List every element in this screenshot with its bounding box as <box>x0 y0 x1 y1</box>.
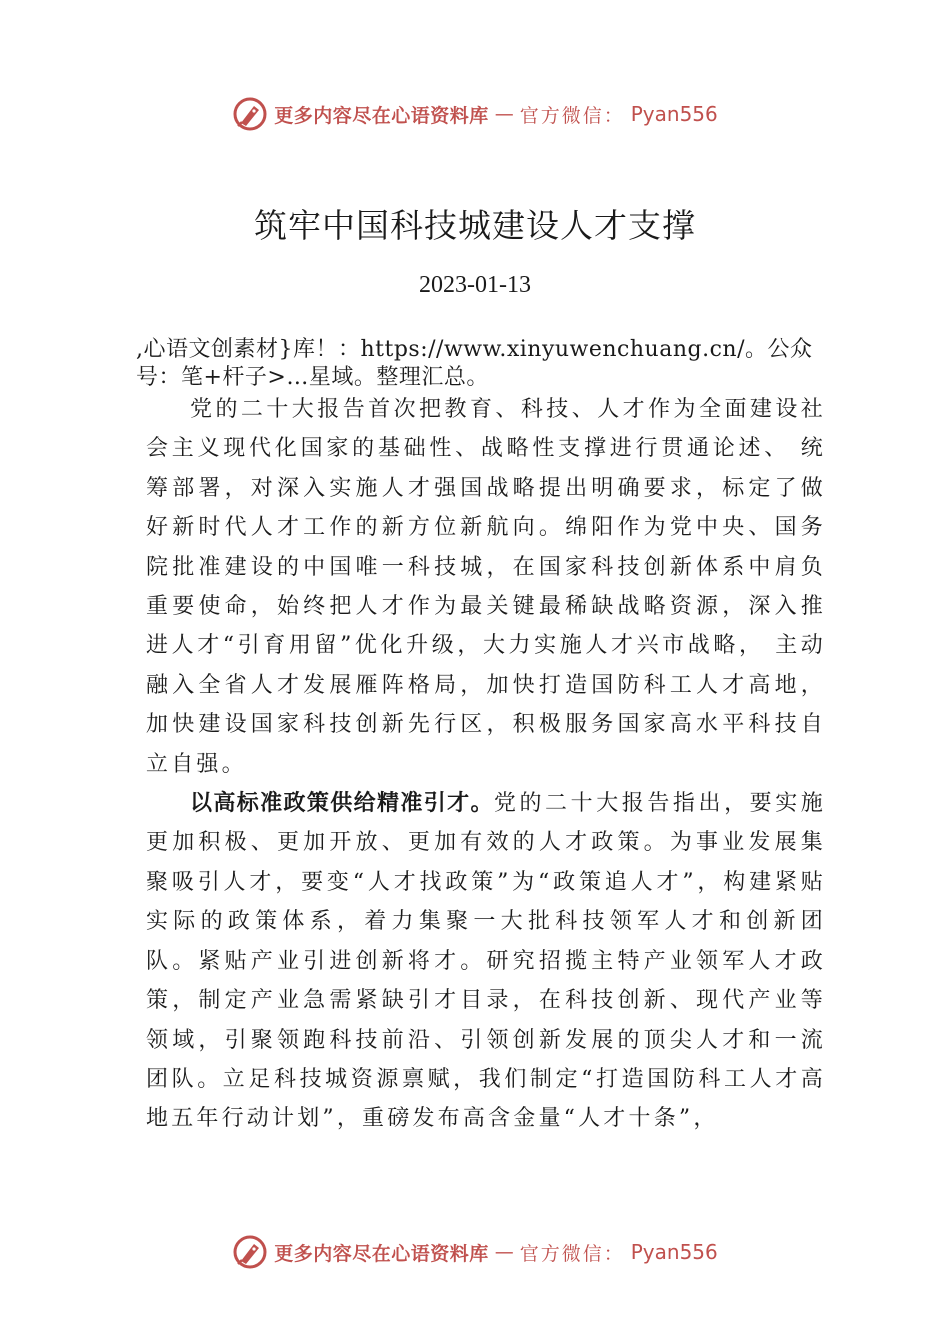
footer-watermark-banner <box>0 1232 950 1272</box>
article-title: 筑牢中国科技城建设人才支撑 <box>254 206 696 245</box>
banner-wechat-id: Pyan556 <box>630 1240 718 1264</box>
pen-nib-logo-icon <box>232 96 268 132</box>
banner-text: 更多内容尽在心语资料库 <box>274 1242 489 1265</box>
banner-text: 更多内容尽在心语资料库 <box>274 104 489 127</box>
banner-wechat-label: 官方微信： <box>519 1242 625 1265</box>
pen-nib-logo-icon <box>232 1234 268 1270</box>
article-date: 2023-01-13 <box>419 272 531 298</box>
banner-separator: — <box>494 103 514 125</box>
banner-wechat-id: Pyan556 <box>630 102 718 126</box>
header-watermark-banner <box>0 94 950 134</box>
banner-wechat-label: 官方微信： <box>519 104 625 127</box>
paragraph-policy <box>146 784 826 1139</box>
paragraph-policy-text: 党的二十大报告指出，要实施更加积极、更加开放、更加有效的人才政策。为事业发展集聚吸引人才，要变“人才找政策”为“政策追人才”，构建紧贴实际的政策体系，着力集聚一大批科技领军人才和创新团队。紧贴产业引进创新将才。研究招揽主特产业领军人才政策，制定产业急需紧缺引才目录，在科技创新、现代产业等领域，引聚领跑科技前沿、引领创新发展的顶尖人才和一流团队。立足科技城资源禀赋，我们制定“打造国防科工人才高地五年行动计划”，重磅发布高含金量“人才十条”， <box>146 791 826 1132</box>
paragraph-intro: 党的二十大报告首次把教育、科技、人才作为全面建设社会主义现代化国家的基础性、战略性支撑进行贯通论述、 统筹部署，对深入实施人才强国战略提出明确要求，标定了做好新时代人才工作的新方位新航向。绵阳作为党中央、国务院批准建设的中国唯一科技城，在国家科技创新体系中肩负重要使命，始终把人才作为最关键最稀缺战略资源，深入推进人才“引育用留”优化升级，大力实施人才兴市战略， 主动融入全省人才发展雁阵格局，加快打造国防科工人才高地，加快建设国家科技创新先行区，积极服务国家高水平科技自立自强。 <box>146 397 826 777</box>
paragraph-lead-heading: 以高标准政策供给精准引才。 <box>190 791 494 817</box>
article-body <box>146 390 826 1139</box>
banner-separator: — <box>494 1241 514 1263</box>
source-note: ,心语文创素材}库！：https://www.xinyuwenchuang.cn/。公众号：笔+杆子>…星域。整理汇总。 <box>136 337 813 390</box>
